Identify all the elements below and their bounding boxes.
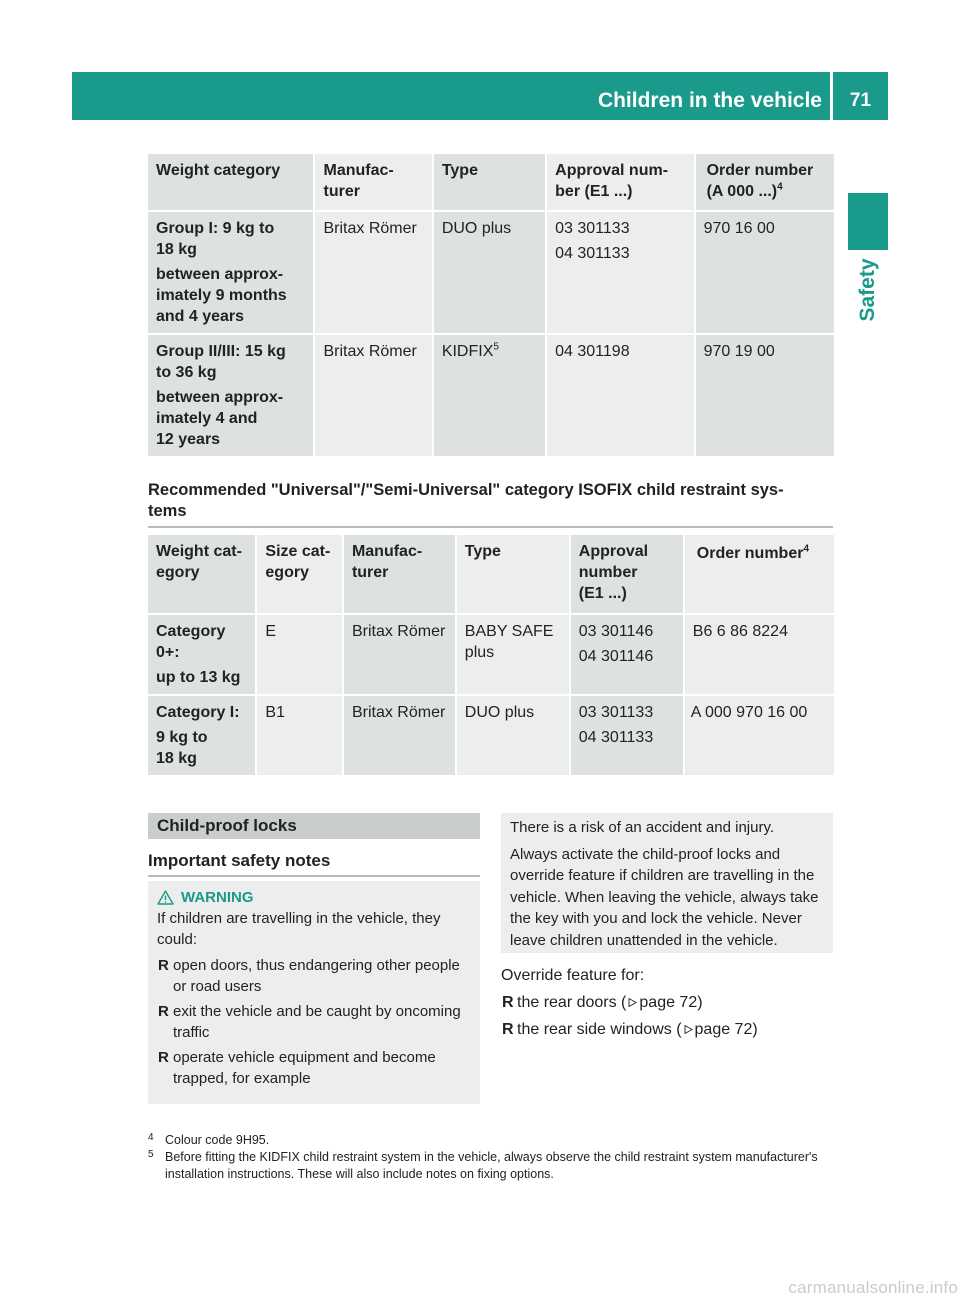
risk-statement: There is a risk of an accident and injury. [510, 819, 775, 836]
child-proof-locks-heading: Child-proof locks [148, 813, 480, 839]
weight-group: Group II/III: 15 kg to 36 kg [156, 343, 286, 381]
footnote-ref: 4 [803, 543, 810, 555]
col-type: Type [434, 154, 545, 210]
bullet-icon: R [502, 1021, 514, 1038]
manufacturer-cell: Britax Römer [315, 335, 431, 456]
manufacturer-cell: Britax Römer [315, 212, 431, 333]
col-weight-category: Weight cat- egory [148, 535, 255, 613]
col-order-number [685, 535, 834, 613]
col-order-number [696, 154, 834, 210]
type-cell [434, 212, 545, 333]
approval-cell [571, 696, 683, 775]
footnote-number: 4 [148, 1132, 154, 1143]
col-approval-number: Approval number (E1 ...) [571, 535, 683, 613]
approval-cell [547, 212, 693, 333]
approval-number: 03 301133 [578, 704, 654, 721]
bullet-icon: R [158, 1049, 169, 1066]
page-number: 71 [849, 90, 872, 111]
table-row [148, 615, 834, 694]
footnotes [148, 1132, 838, 1183]
footnote [148, 1149, 838, 1183]
warning-title [157, 887, 472, 908]
table-row [148, 212, 834, 333]
size-cell: B1 [257, 696, 342, 775]
order-number-header-text: Order number [696, 545, 804, 562]
type-text: KIDFIX [441, 343, 494, 360]
list-item-text: operate vehicle equipment and become trapped, for example [173, 1049, 436, 1087]
approval-cell [547, 335, 693, 456]
approval-number: 03 301146 [578, 623, 654, 640]
col-approval-number: Approval num- ber (E1 ...) [547, 154, 693, 210]
weight-category: Category 0+: [156, 623, 226, 661]
footnote-number: 5 [148, 1149, 154, 1160]
approval-number: 04 301198 [555, 343, 630, 360]
table-header-row [148, 535, 834, 613]
weight-age: between approx- imately 4 and 12 years [156, 389, 284, 448]
chapter-title: Children in the vehicle [597, 89, 822, 112]
list-item [157, 1047, 472, 1089]
type-cell: DUO plus [457, 696, 569, 775]
col-manufacturer: Manufac- turer [315, 154, 431, 210]
manufacturer-cell: Britax Römer [344, 696, 455, 775]
order-cell: 970 16 00 [696, 212, 834, 333]
weight-cell [148, 615, 255, 694]
list-item [501, 1019, 833, 1040]
safety-notes-divider [148, 875, 480, 877]
list-item-text: open doors, thus endangering other people or road users [173, 957, 460, 995]
order-cell: B6 6 86 8224 [685, 615, 834, 694]
weight-category: Category I: [156, 704, 240, 721]
approval-number: 03 301133 [555, 220, 630, 237]
section-divider [148, 526, 833, 528]
bullet-icon: R [158, 1003, 169, 1020]
list-item [501, 992, 833, 1013]
col-weight-category: Weight category [148, 154, 313, 210]
warning-box [148, 881, 480, 1104]
risk-box [501, 813, 833, 953]
watermark: carmanualsonline.info [788, 1278, 958, 1297]
override-title: Override feature for: [501, 967, 645, 984]
page-ref-arrow-icon [684, 1025, 693, 1034]
list-item-text: exit the vehicle and be caught by oncoming traffic [173, 1003, 461, 1041]
approval-number: 04 301133 [555, 245, 630, 262]
approval-number: 04 301133 [578, 729, 654, 746]
order-number-header-text: Order number (A 000 ...) [706, 162, 814, 200]
warning-intro: If children are travelling in the vehicle, they could: [157, 910, 441, 948]
footnote-ref: 5 [493, 341, 499, 353]
warning-triangle-icon [157, 890, 174, 905]
list-item-text-end: ) [697, 994, 703, 1011]
footnote-ref: 4 [777, 181, 783, 193]
weight-cell [148, 335, 313, 456]
override-list [501, 992, 833, 1040]
order-cell: A 000 970 16 00 [685, 696, 834, 775]
weight-range: 9 kg to 18 kg [156, 729, 208, 767]
col-type: Type [457, 535, 569, 613]
order-cell: 970 19 00 [696, 335, 834, 456]
weight-range: up to 13 kg [156, 669, 241, 686]
page-header [72, 72, 888, 120]
page-reference-link[interactable]: page 72 [639, 994, 698, 1011]
page-ref-arrow-icon [628, 998, 637, 1007]
footnote-text: Colour code 9H95. [165, 1133, 270, 1147]
bullet-icon: R [502, 994, 514, 1011]
list-item-text: the rear side windows ( [517, 1021, 682, 1038]
list-item [157, 1001, 472, 1043]
child-seat-table [146, 152, 836, 458]
table-row [148, 696, 834, 775]
col-manufacturer: Manufac- turer [344, 535, 455, 613]
table-header-row [148, 154, 834, 210]
footnote-text: Before fitting the KIDFIX child restraint system in the vehicle, always observe the child restraint system manufacturer's installation instructions. These will also include notes on fixing options. [165, 1150, 818, 1181]
list-item-text: the rear doors ( [517, 994, 627, 1011]
type-cell [434, 335, 545, 456]
col-size-category: Size cat- egory [257, 535, 342, 613]
weight-group: Group I: 9 kg to 18 kg [156, 220, 275, 258]
section-heading: Recommended "Universal"/"Semi-Universal" category ISOFIX child restraint sys- tems [148, 481, 784, 520]
override-section [501, 965, 833, 1046]
type-text: DUO plus [441, 220, 512, 237]
approval-number: 04 301146 [578, 648, 654, 665]
weight-age: between approx- imately 9 months and 4 years [156, 266, 287, 325]
weight-cell [148, 212, 313, 333]
page-reference-link[interactable]: page 72 [694, 1021, 753, 1038]
approval-cell [571, 615, 683, 694]
list-item [157, 955, 472, 997]
bullet-icon: R [158, 957, 169, 974]
risk-advice: Always activate the child-proof locks and override feature if children are travelling in the vehicle. When leaving the vehicle, always take the key with you and lock the vehicle. Never leave children unattended in the vehicle. [510, 845, 819, 949]
isofix-table [146, 533, 836, 777]
size-cell: E [257, 615, 342, 694]
manufacturer-cell: Britax Römer [344, 615, 455, 694]
weight-cell [148, 696, 255, 775]
warning-label: WARNING [181, 889, 254, 906]
type-cell: BABY SAFE plus [457, 615, 569, 694]
table-row [148, 335, 834, 456]
warning-list [157, 955, 472, 1089]
list-item-text-end: ) [752, 1021, 758, 1038]
footnote [148, 1132, 838, 1149]
section-tab-label: Safety [856, 258, 879, 322]
safety-notes-heading: Important safety notes [148, 851, 331, 870]
